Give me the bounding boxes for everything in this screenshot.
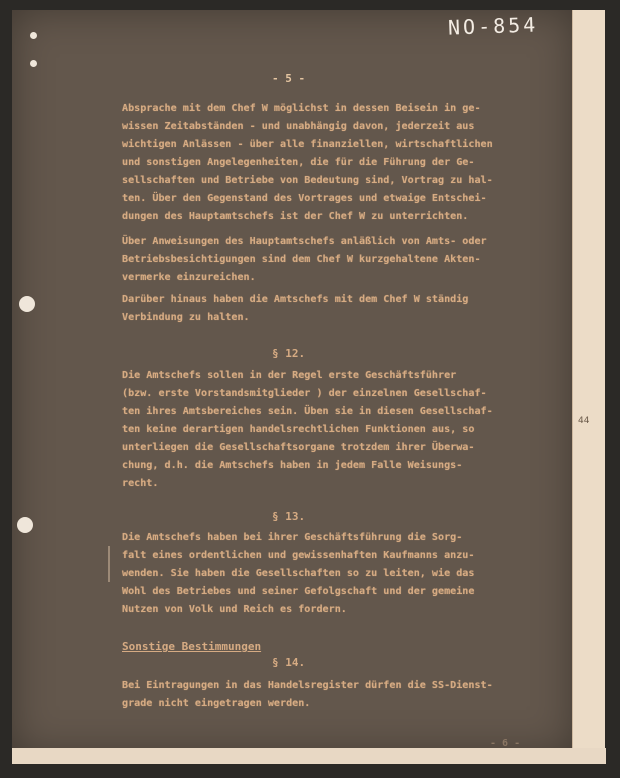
paper-bottom-strip [12, 748, 606, 764]
text-line: unterliegen die Gesellschaftsorgane trotzdem ihrer Überwa- [122, 442, 475, 453]
text-line: Verbindung zu halten. [122, 312, 250, 323]
text-line: ten keine derartigen handelsrechtlichen Funktionen aus, so [122, 424, 475, 435]
small-hole [30, 32, 37, 39]
text-line: und sonstigen Angelegenheiten, die für die Führung der Ge- [122, 157, 475, 168]
text-line: Die Amtschefs sollen in der Regel erste Geschäftsführer [122, 370, 457, 381]
section-heading-14: § 14. [272, 656, 306, 669]
section-heading-13: § 13. [272, 510, 306, 523]
margin-annotation: 44 [578, 416, 590, 426]
text-line: grade nicht eingetragen werden. [122, 698, 311, 709]
text-line: Betriebsbesichtigungen sind dem Chef W kurzgehaltene Akten- [122, 254, 481, 265]
text-line: Bei Eintragungen in das Handelsregister dürfen die SS-Dienst- [122, 680, 493, 691]
text-line: chung, d.h. die Amtschefs haben in jedem Falle Weisungs- [122, 460, 463, 471]
text-line: dungen des Hauptamtschefs ist der Chef W zu unterrichten. [122, 211, 469, 222]
text-line: Wohl des Betriebes und seiner Gefolgschaft und der gemeine [122, 586, 475, 597]
text-line: Über Anweisungen des Hauptamtschefs anläßlich von Amts- oder [122, 236, 487, 247]
text-line: ten. Über den Gegenstand des Vortrages und etwaige Entschei- [122, 193, 487, 204]
paper-edge-strip [572, 10, 605, 748]
text-line: falt eines ordentlichen und gewissenhaften Kaufmanns anzu- [122, 550, 475, 561]
text-line: wenden. Sie haben die Gesellschaften so zu leiten, wie das [122, 568, 475, 579]
small-hole [30, 60, 37, 67]
other-provisions-heading: Sonstige Bestimmungen [122, 640, 262, 653]
text-line: wissen Zeitabständen - und unabhängig davon, jederzeit aus [122, 121, 475, 132]
text-line: Darüber hinaus haben die Amtschefs mit dem Chef W ständig [122, 294, 469, 305]
text-line: vermerke einzureichen. [122, 272, 256, 283]
text-line: (bzw. erste Vorstandsmitglieder ) der einzelnen Gesellschaf- [122, 388, 487, 399]
text-line: Die Amtschefs haben bei ihrer Geschäftsführung die Sorg- [122, 532, 463, 543]
text-line: Absprache mit dem Chef W möglichst in dessen Beisein in ge- [122, 103, 481, 114]
text-line: sellschaften und Betriebe von Bedeutung sind, Vortrag zu hal- [122, 175, 493, 186]
document-number: NO-854 [447, 12, 539, 40]
text-line: Nutzen von Volk und Reich es fordern. [122, 604, 347, 615]
section-heading-12: § 12. [272, 347, 306, 360]
punch-hole [17, 517, 33, 533]
next-page-number: - 6 - [490, 738, 521, 749]
punch-hole [19, 296, 35, 312]
text-line: wichtigen Anlässen - über alle finanziellen, wirtschaftlichen [122, 139, 493, 150]
text-line: ten ihres Amtsbereiches sein. Üben sie in diesen Gesellschaf- [122, 406, 493, 417]
margin-pencil-mark [108, 546, 110, 582]
page-number: - 5 - [272, 72, 306, 85]
text-line: recht. [122, 478, 159, 489]
